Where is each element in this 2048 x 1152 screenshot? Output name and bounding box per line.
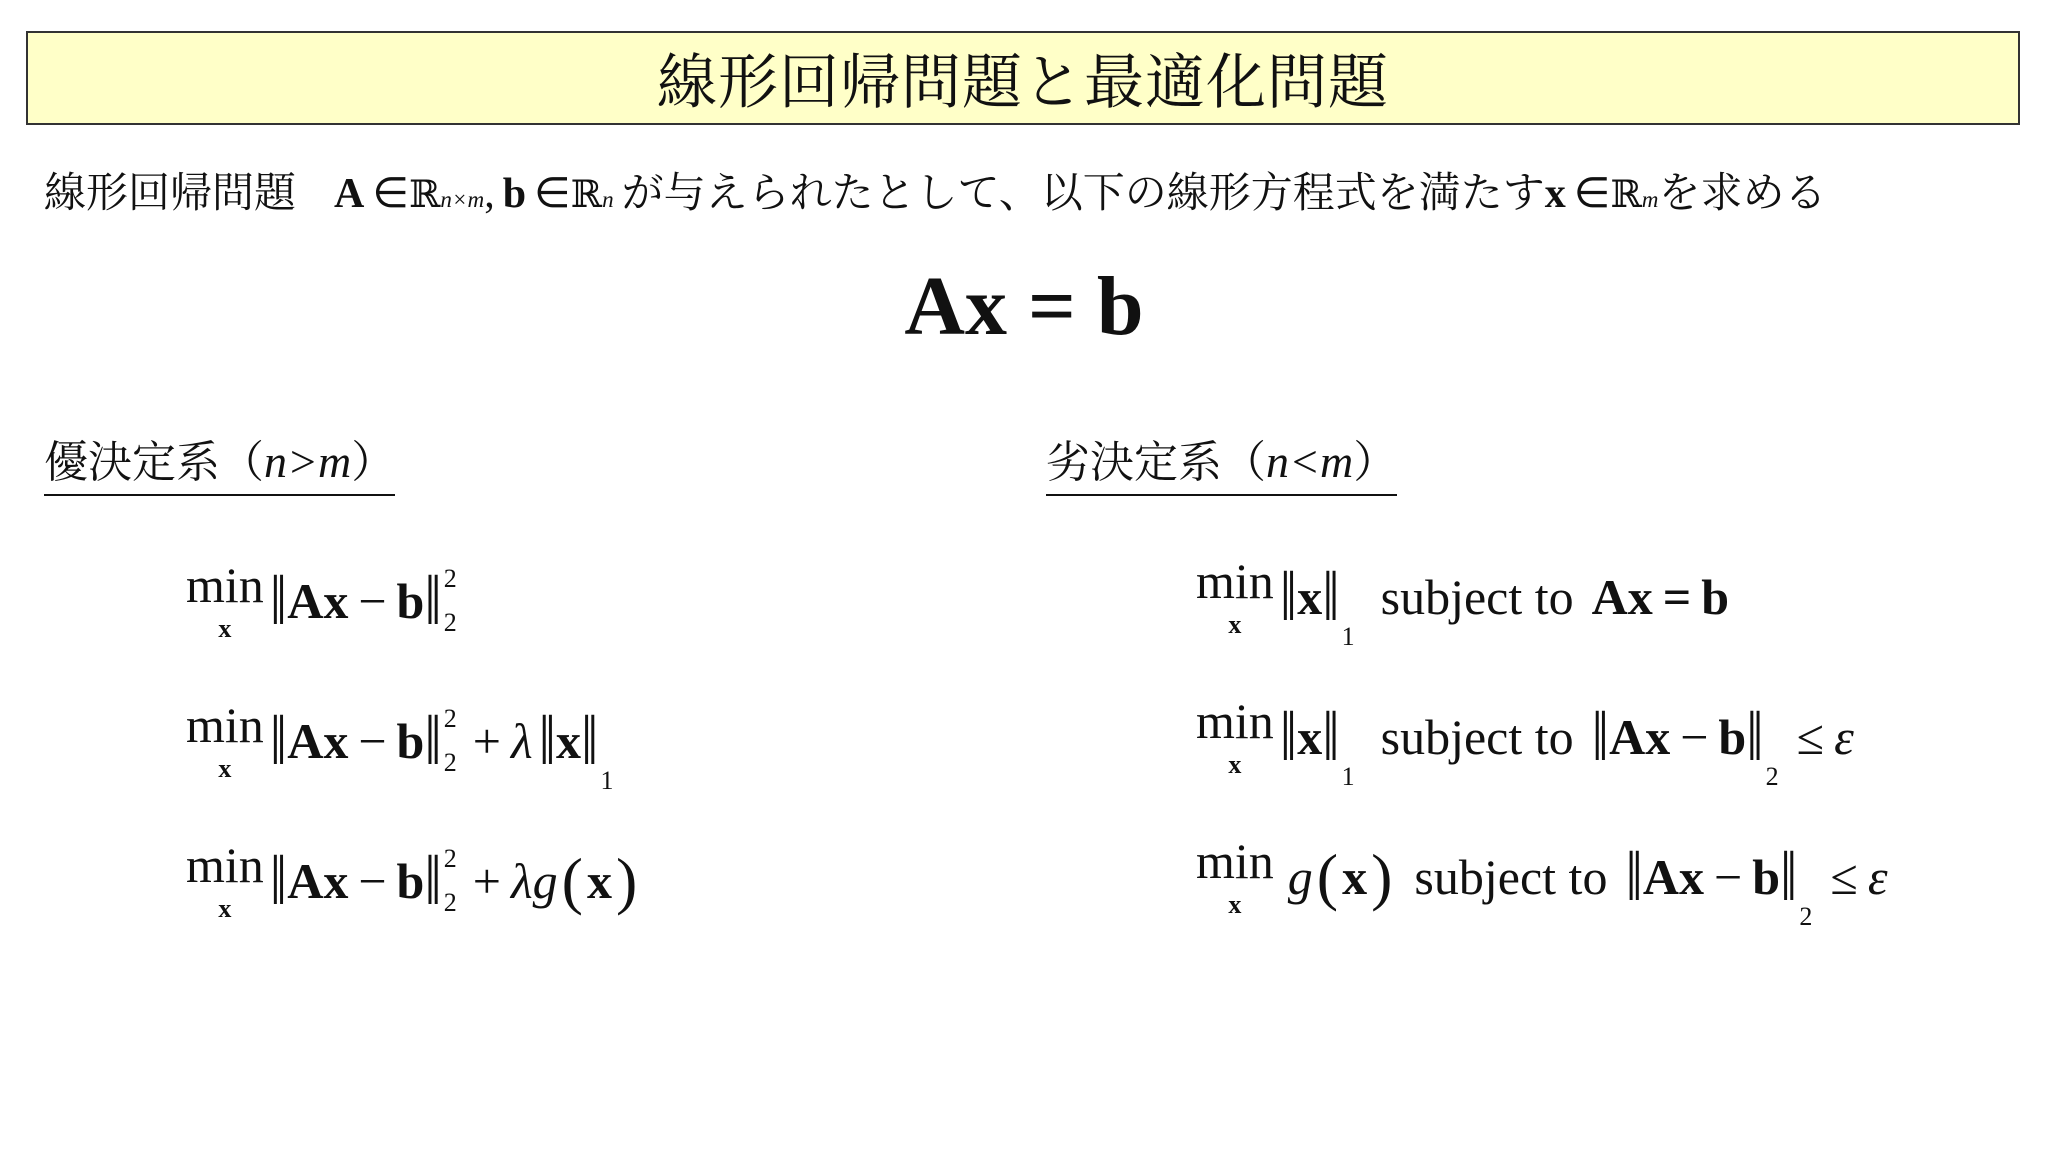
vector-b: b xyxy=(502,171,527,217)
overdetermined-heading: 優決定系（n>m） xyxy=(44,426,395,496)
formula-regularized: min x ‖ Ax − b ‖ 2 2 + λ g ( x ) xyxy=(186,837,638,923)
comma: , xyxy=(484,171,495,217)
real-set: ℝ xyxy=(570,172,603,216)
slide-title: 線形回帰問題と最適化問題 xyxy=(26,31,2020,125)
dim-m: m xyxy=(1641,186,1659,212)
condition-n-gt-m: n>m xyxy=(264,436,352,487)
underdetermined-heading: 劣決定系（n<m） xyxy=(1046,426,1397,496)
formula-bpdn: min x ‖ x ‖ 1 subject to ‖ Ax − b ‖ 2 ≤ ε xyxy=(1196,693,1854,791)
vector-x: x xyxy=(1544,171,1566,217)
intro-label: 線形回帰問題 xyxy=(44,168,297,217)
intro-text: が与えられたとして、以下の線形方程式を満たす xyxy=(621,168,1545,217)
element-of: ∈ xyxy=(372,171,409,217)
intro-tail: を求める xyxy=(1658,168,1827,217)
dim-n: n xyxy=(602,186,614,212)
real-set: ℝ xyxy=(408,172,441,216)
matrix-A: A xyxy=(334,171,365,217)
main-equation: Ax = b xyxy=(904,260,1144,353)
element-of: ∈ xyxy=(534,171,571,217)
dim-nxm: n×m xyxy=(440,186,485,212)
element-of: ∈ xyxy=(1573,171,1611,217)
formula-least-squares: min x ‖ Ax − b ‖ 2 2 xyxy=(186,557,457,643)
formula-basis-pursuit: min x ‖ x ‖ 1 subject to Ax = b xyxy=(1196,553,1730,651)
real-set: ℝ xyxy=(1610,172,1642,216)
formula-constrained-g: min x g ( x ) subject to ‖ Ax − b ‖ 2 ≤ ε xyxy=(1196,833,1888,931)
condition-n-lt-m: n<m xyxy=(1266,436,1354,487)
formula-lasso: min x ‖ Ax − b ‖ 2 2 + λ ‖ x ‖ 1 xyxy=(186,697,614,795)
problem-statement xyxy=(44,160,2014,220)
